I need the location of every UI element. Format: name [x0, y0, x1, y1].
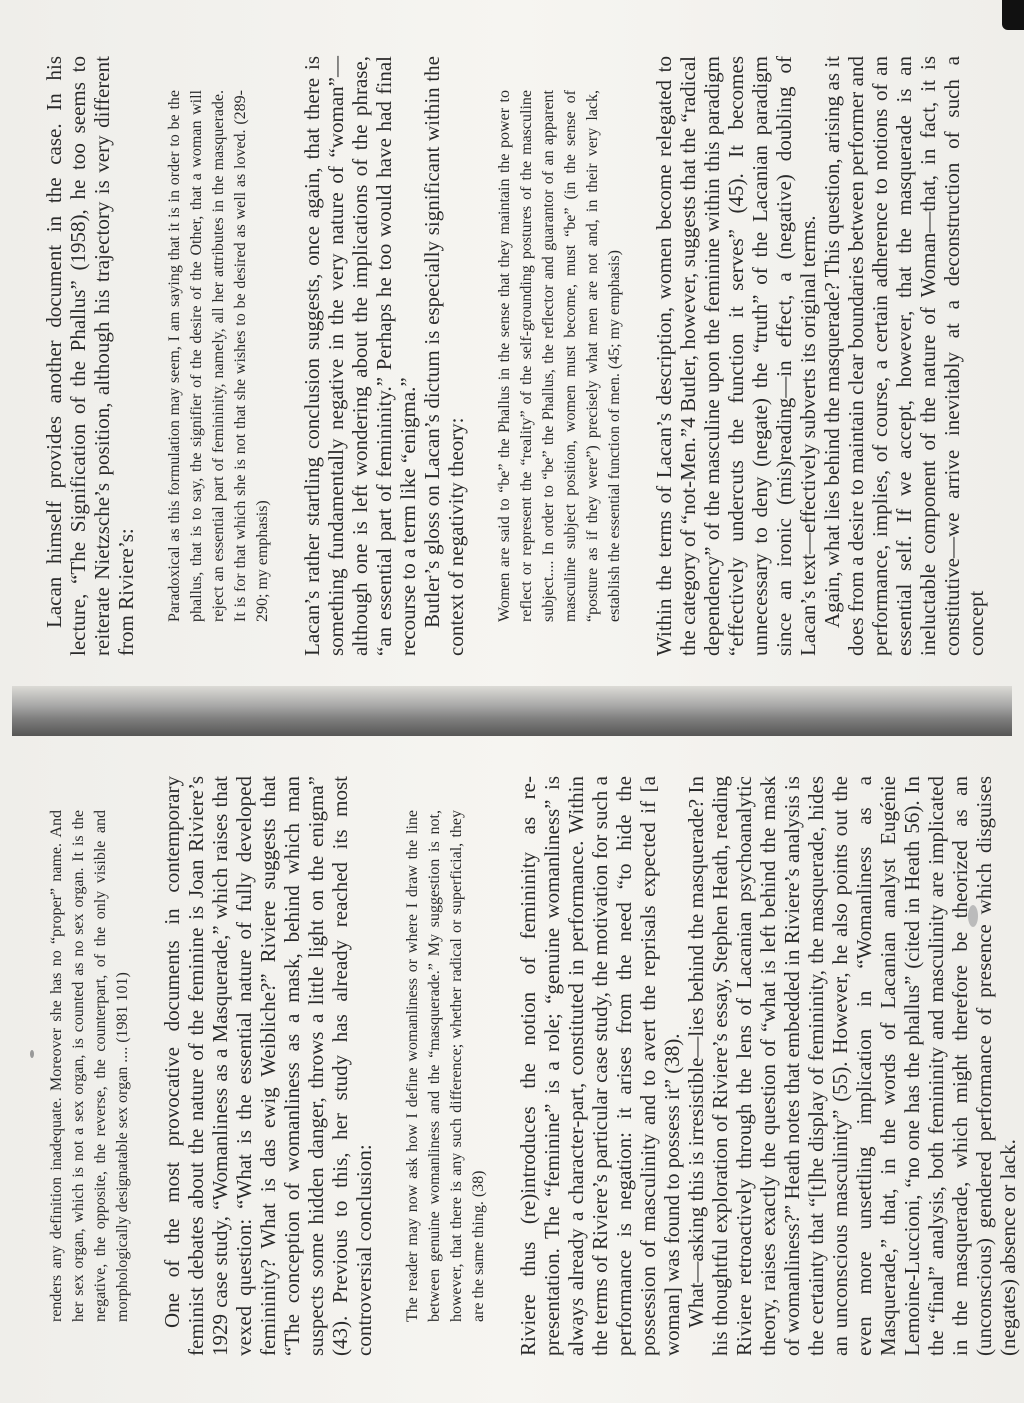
paragraph: Butler’s gloss on Lacan’s dictum is especially significant within the context of negativity theory:: [420, 56, 468, 656]
paragraph: One of the most provocative documents in contemporary feminist debates about the nature of the feminine is Joan Riviere’s 1929 case study, “Womanliness as a Masquerade,” which raises that vexed question: “What is the essential nature of fully developed femininity? What is das ewig Weibliche?” Riviere suggests that “The conception of womanliness as a mask, behind which man suspects some hidden danger, throws a little light on the enigma” (43). Previous to this, her study has already reached its most controversial conclusion:: [160, 776, 376, 1356]
paragraph: What—asking this is irresistible—lies behind the masquerade? In his thoughtful exploration of Riviere’s essay, Stephen Heath, reading Riviere retroactively through the lens of Lacanian psychoanalytic theory, raises exactly the question of “what is left behind the mask of womanliness?” Heath notes that embedded in Riviere’s analysis is the certainty that “[t]he display of femininity, the masquerade, hides an unconscious masculinity” (55). However, he also points out the even more unsettling implication in “Womanliness as a Masquerade,” that, in the words of Lacanian analyst Eugénie Lemoine-Luccioni, “no one has the phallus” (cited in Heath 56). In the “final” analysis, both femininity and masculinity are implicated in the masquerade, which might therefore be theorized as an (unconscious) gendered performance of presence which disguises (negates) absence or lack.: [684, 776, 1020, 1356]
block-quote-continued: renders any definition inadequate. Moreover she has no “proper” name. And her sex organ, which is not a sex organ, is counted as no sex organ. It is the negative, the opposite, the reverse, the counterpart, of the only visible and morphologically designatable sex organ .... (1981 101): [48, 810, 131, 1322]
paragraph: Again, what lies behind the masquerade? This question, arising as it does from a desire to maintain clear boundaries between performer and performance, implies, of course, a certain adherence to notions of an essential self. If we accept, however, that the masquerade is an ineluctable component of the nature of Woman—that, in fact, it is constitutive—we arrive inevitably at a deconstruction of such a concept: [820, 56, 988, 656]
rotated-book-spread: [12, 16, 1020, 1386]
paragraph: Riviere thus (re)introduces the notion of femininity as re-presentation. The “feminine” is a role; “genuine womanliness” is always already a character-part, constituted in performance. Within the terms of Riviere’s particular case study, the motivation for such a performance is negation: it arises from the need “to hide the possession of masculinity and to avert the reprisals expected if [a woman] was found to possess it” (38).: [516, 776, 684, 1356]
left-page: [12, 736, 1020, 1386]
right-page: [12, 16, 1012, 686]
paragraph: Within the terms of Lacan’s description, women become relegated to the category of “not-Men.”4 Butler, however, suggests that the “radical dependency” of the masculine upon the feminine within this paradigm “effectively undercuts the function it serves” (45). It becomes unnecessary to deny (negate) the “truth” of the Lacanian paradigm since an ironic (mis)reading—in effect, a (negative) doubling of Lacan’s text—effectively subverts its original terms.: [652, 56, 820, 656]
block-quote-butler: Women are said to “be” the Phallus in the sense that they maintain the power to reflect or represent the “reality” of the self-grounding postures of the masculine subject.... In order to “be” the Phallus, the reflector and guarantor of an apparent masculine subject position, women must become, must “be” (in the sense of “posture as if they were”) precisely what men are not and, in their very lack, establish the essential function of men. (45; my emphasis): [496, 90, 623, 622]
book-gutter-shadow: [12, 686, 1012, 736]
paragraph: Lacan’s rather startling conclusion suggests, once again, that there is something fundamentally negative in the very nature of “woman”—although one is left wondering about the implications of the phrase, “an essential part of femininity.” Perhaps he too would have had final recourse to a term like “enigma.”: [300, 56, 420, 656]
block-quote-riviere: The reader may now ask how I define womanliness or where I draw the line between genuine womanliness and the “masquerade.” My suggestion is not, however, that there is any such difference; whether radical or superficial, they are the same thing. (38): [404, 810, 487, 1322]
paragraph: Lacan himself provides another document in the case. In his lecture, “The Signification of the Phallus” (1958), he too seems to reiterate Nietzsche’s position, although his trajectory is very different from Riviere’s:: [42, 56, 138, 656]
block-quote-lacan: Paradoxical as this formulation may seem, I am saying that it is in order to be the phallus, that is to say, the signifier of the desire of the Other, that a woman will reject an essential part of femininity, namely, all her attributes in the masquerade. It is for that which she is not that she wishes to be desired as well as loved. (289-290; my emphasis): [166, 90, 271, 622]
